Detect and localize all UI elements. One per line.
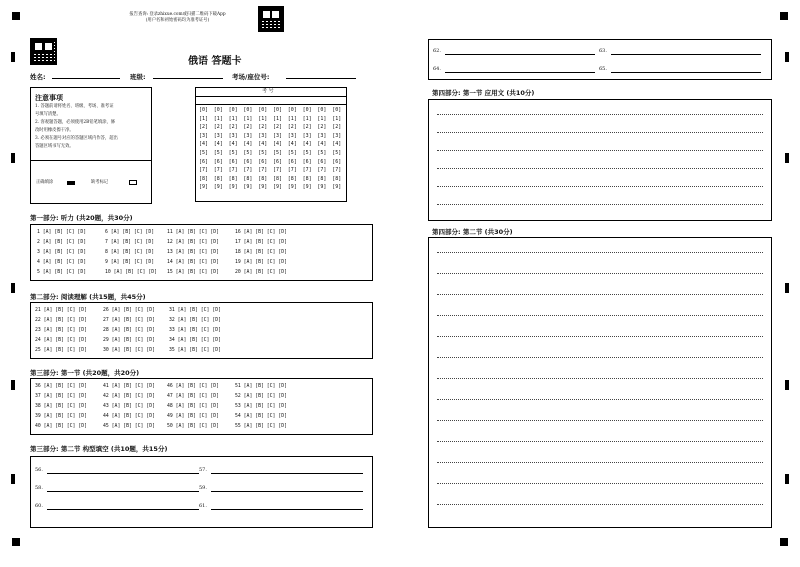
exam-digit-bubble[interactable]: [5] bbox=[287, 149, 297, 156]
question-row[interactable]: 35 [A] [B] [C] [D] bbox=[169, 348, 221, 353]
qr-code-icon bbox=[258, 6, 284, 32]
question-row[interactable]: 18 [A] [B] [C] [D] bbox=[235, 250, 287, 255]
exam-digit-bubble[interactable]: [7] bbox=[273, 167, 283, 174]
name-label: 姓名: bbox=[30, 73, 46, 81]
exam-digit-bubble[interactable]: [1] bbox=[243, 115, 253, 122]
exam-digit-bubble[interactable]: [4] bbox=[332, 141, 342, 148]
question-row[interactable]: 25 [A] [B] [C] [D] bbox=[35, 348, 87, 353]
exam-digit-bubble[interactable]: [1] bbox=[302, 115, 312, 122]
question-row[interactable]: 16 [A] [B] [C] [D] bbox=[235, 230, 287, 235]
exam-digit-bubble[interactable]: [2] bbox=[302, 124, 312, 131]
absent-mark-box[interactable] bbox=[129, 180, 137, 185]
exam-digit-bubble[interactable]: [9] bbox=[302, 184, 312, 191]
fill-blank-line[interactable] bbox=[211, 491, 363, 492]
question-row[interactable]: 19 [A] [B] [C] [D] bbox=[235, 260, 287, 265]
part3-box bbox=[30, 378, 373, 435]
exam-digit-bubble[interactable]: [8] bbox=[243, 175, 253, 182]
exam-digit-column[interactable] bbox=[258, 106, 267, 192]
fill-blank-number: 62. bbox=[433, 48, 441, 54]
exam-digit-bubble[interactable]: [1] bbox=[258, 115, 268, 122]
fill-blank-line[interactable] bbox=[47, 491, 199, 492]
exam-digit-bubble[interactable]: [3] bbox=[213, 132, 223, 139]
section-part2: 第二部分: 阅读理解 (共15题，共45分) bbox=[30, 293, 146, 301]
exam-digit-bubble[interactable]: [2] bbox=[258, 124, 268, 131]
exam-digit-column[interactable] bbox=[303, 106, 312, 192]
fill-blank-number: 56. bbox=[35, 467, 43, 473]
exam-digit-bubble[interactable]: [3] bbox=[273, 132, 283, 139]
question-column bbox=[35, 306, 87, 356]
exam-digit-bubble[interactable]: [4] bbox=[228, 141, 238, 148]
timing-mark bbox=[785, 474, 789, 484]
exam-digit-bubble[interactable]: [1] bbox=[228, 115, 238, 122]
exam-digit-bubble[interactable]: [6] bbox=[243, 158, 253, 165]
question-row[interactable]: 24 [A] [B] [C] [D] bbox=[35, 338, 87, 343]
question-row[interactable]: 44 [A] [B] [C] [D] bbox=[103, 414, 155, 419]
exam-digit-bubble[interactable]: [7] bbox=[287, 167, 297, 174]
writing-line[interactable] bbox=[437, 336, 763, 337]
question-row[interactable]: 43 [A] [B] [C] [D] bbox=[103, 404, 155, 409]
timing-mark bbox=[785, 153, 789, 163]
section-part1: 第一部分: 听力 (共20题，共30分) bbox=[30, 214, 133, 222]
timing-mark bbox=[780, 12, 788, 20]
exam-digit-bubble[interactable]: [0] bbox=[199, 107, 209, 113]
exam-digit-bubble[interactable]: [8] bbox=[199, 175, 209, 182]
exam-digit-bubble[interactable]: [7] bbox=[228, 167, 238, 174]
question-column bbox=[37, 228, 86, 278]
exam-digit-bubble[interactable]: [3] bbox=[302, 132, 312, 139]
question-row[interactable]: 53 [A] [B] [C] [D] bbox=[235, 404, 287, 409]
writing-line[interactable] bbox=[437, 186, 763, 187]
question-row[interactable]: 41 [A] [B] [C] [D] bbox=[103, 384, 155, 389]
question-row[interactable]: 52 [A] [B] [C] [D] bbox=[235, 394, 287, 399]
question-row[interactable]: 20 [A] [B] [C] [D] bbox=[235, 270, 287, 275]
exam-digit-bubble[interactable]: [9] bbox=[332, 184, 342, 191]
exam-digit-bubble[interactable]: [8] bbox=[213, 175, 223, 182]
exam-digit-bubble[interactable]: [3] bbox=[287, 132, 297, 139]
exam-digit-bubble[interactable]: [6] bbox=[332, 158, 342, 165]
exam-digit-bubble[interactable]: [7] bbox=[302, 167, 312, 174]
fill-blank-line[interactable] bbox=[611, 54, 761, 55]
question-row[interactable]: 40 [A] [B] [C] [D] bbox=[35, 424, 87, 429]
question-column bbox=[167, 382, 219, 432]
exam-digit-bubble[interactable]: [5] bbox=[243, 149, 253, 156]
exam-digit-bubble[interactable]: [7] bbox=[213, 167, 223, 174]
exam-digit-bubble[interactable]: [9] bbox=[243, 184, 253, 191]
writing-line[interactable] bbox=[437, 441, 763, 442]
question-column bbox=[167, 228, 219, 278]
fill-blank-line[interactable] bbox=[211, 509, 363, 510]
question-row[interactable]: 6 [A] [B] [C] [D] bbox=[105, 230, 155, 235]
exam-digit-bubble[interactable]: [6] bbox=[213, 158, 223, 165]
question-row[interactable]: 47 [A] [B] [C] [D] bbox=[167, 394, 219, 399]
exam-digit-bubble[interactable]: [2] bbox=[332, 124, 342, 131]
question-row[interactable]: 17 [A] [B] [C] [D] bbox=[235, 240, 287, 245]
question-row[interactable]: 48 [A] [B] [C] [D] bbox=[167, 404, 219, 409]
fill-blank-line[interactable] bbox=[445, 72, 595, 73]
question-row[interactable]: 22 [A] [B] [C] [D] bbox=[35, 318, 87, 323]
exam-digit-bubble[interactable]: [7] bbox=[332, 167, 342, 174]
writing-line[interactable] bbox=[437, 252, 763, 253]
exam-digit-bubble[interactable]: [4] bbox=[258, 141, 268, 148]
fill-blank-number: 64. bbox=[433, 66, 441, 72]
exam-digit-bubble[interactable]: [5] bbox=[213, 149, 223, 156]
question-column bbox=[103, 382, 155, 432]
exam-digit-bubble[interactable]: [8] bbox=[302, 175, 312, 182]
exam-digit-bubble[interactable]: [2] bbox=[287, 124, 297, 131]
exam-digit-bubble[interactable]: [7] bbox=[243, 167, 253, 174]
exam-digit-bubble[interactable]: [6] bbox=[273, 158, 283, 165]
page-title: 俄语 答题卡 bbox=[188, 56, 242, 67]
exam-digit-bubble[interactable]: [1] bbox=[287, 115, 297, 122]
correct-fill-label: 正确填涂 bbox=[36, 180, 54, 185]
part2-box bbox=[30, 302, 373, 359]
exam-digit-bubble[interactable]: [1] bbox=[317, 115, 327, 122]
exam-digit-bubble[interactable]: [6] bbox=[317, 158, 327, 165]
class-field[interactable] bbox=[153, 78, 223, 79]
exam-digit-bubble[interactable]: [4] bbox=[199, 141, 209, 148]
writing-line[interactable] bbox=[437, 168, 763, 169]
fill-blank-number: 60. bbox=[35, 503, 43, 509]
fill-blank-number: 61. bbox=[199, 503, 207, 509]
question-column bbox=[169, 306, 221, 356]
question-row[interactable]: 31 [A] [B] [C] [D] bbox=[169, 308, 221, 313]
question-row[interactable]: 1 [A] [B] [C] [D] bbox=[37, 230, 87, 235]
exam-digit-bubble[interactable]: [2] bbox=[273, 124, 283, 131]
exam-seat-field[interactable] bbox=[286, 78, 356, 79]
exam-digit-bubble[interactable]: [9] bbox=[317, 184, 327, 191]
timing-mark bbox=[11, 52, 15, 62]
exam-digit-bubble[interactable]: [0] bbox=[332, 107, 342, 113]
exam-digit-bubble[interactable]: [4] bbox=[273, 141, 283, 148]
question-row[interactable]: 55 [A] [B] [C] [D] bbox=[235, 424, 287, 429]
timing-mark bbox=[12, 538, 20, 546]
writing-line[interactable] bbox=[437, 420, 763, 421]
exam-digit-bubble[interactable]: [6] bbox=[258, 158, 268, 165]
question-row[interactable]: 54 [A] [B] [C] [D] bbox=[235, 414, 287, 419]
exam-digit-bubble[interactable]: [8] bbox=[287, 175, 297, 182]
timing-mark bbox=[12, 12, 20, 20]
question-row[interactable]: 38 [A] [B] [C] [D] bbox=[35, 404, 87, 409]
exam-digit-bubble[interactable]: [5] bbox=[302, 149, 312, 156]
exam-digit-bubble[interactable]: [3] bbox=[243, 132, 253, 139]
exam-digit-bubble[interactable]: [9] bbox=[228, 184, 238, 191]
qr-code-icon bbox=[30, 38, 57, 65]
question-row[interactable]: 46 [A] [B] [C] [D] bbox=[167, 384, 219, 389]
fill-blank-number: 65. bbox=[599, 66, 607, 72]
question-row[interactable]: 3 [A] [B] [C] [D] bbox=[37, 250, 87, 255]
timing-mark bbox=[11, 474, 15, 484]
exam-digit-bubble[interactable]: [6] bbox=[287, 158, 297, 165]
question-row[interactable]: 49 [A] [B] [C] [D] bbox=[167, 414, 219, 419]
notes-heading: 注意事项 bbox=[35, 94, 63, 102]
question-row[interactable]: 7 [A] [B] [C] [D] bbox=[105, 240, 155, 245]
writing-line[interactable] bbox=[437, 273, 763, 274]
question-column bbox=[103, 306, 155, 356]
exam-number-grid bbox=[195, 87, 347, 202]
exam-digit-bubble[interactable]: [2] bbox=[228, 124, 238, 131]
exam-digit-column[interactable] bbox=[229, 106, 238, 192]
writing-box-1[interactable] bbox=[428, 99, 772, 221]
fill-blank-line[interactable] bbox=[47, 509, 199, 510]
exam-digit-bubble[interactable]: [7] bbox=[317, 167, 327, 174]
exam-digit-bubble[interactable]: [1] bbox=[213, 115, 223, 122]
exam-digit-bubble[interactable]: [5] bbox=[273, 149, 283, 156]
question-row[interactable]: 15 [A] [B] [C] [D] bbox=[167, 270, 219, 275]
fill-blank-number: 59. bbox=[199, 485, 207, 491]
report-notice: 报告查询: 登录zhixue.com或扫描二维码下载App (用户名和初始密码均为准考证号) bbox=[129, 12, 226, 23]
question-row[interactable]: 51 [A] [B] [C] [D] bbox=[235, 384, 287, 389]
exam-number-label: 考 号 bbox=[262, 88, 274, 94]
exam-digit-bubble[interactable]: [3] bbox=[199, 132, 209, 139]
fill-blank-box-right bbox=[428, 39, 772, 80]
exam-digit-bubble[interactable]: [2] bbox=[199, 124, 209, 131]
fill-blank-number: 58. bbox=[35, 485, 43, 491]
exam-digit-column[interactable] bbox=[317, 106, 326, 192]
question-row[interactable]: 26 [A] [B] [C] [D] bbox=[103, 308, 155, 313]
class-label: 班级: bbox=[130, 73, 146, 81]
exam-digit-bubble[interactable]: [0] bbox=[243, 107, 253, 113]
question-row[interactable]: 30 [A] [B] [C] [D] bbox=[103, 348, 155, 353]
exam-digit-bubble[interactable]: [4] bbox=[213, 141, 223, 148]
exam-seat-label: 考场/座位号: bbox=[232, 73, 270, 81]
question-row[interactable]: 39 [A] [B] [C] [D] bbox=[35, 414, 87, 419]
fill-blank-line[interactable] bbox=[611, 72, 761, 73]
exam-digit-bubble[interactable]: [0] bbox=[213, 107, 223, 113]
timing-mark bbox=[785, 380, 789, 390]
question-column bbox=[235, 228, 287, 278]
exam-digit-bubble[interactable]: [3] bbox=[332, 132, 342, 139]
writing-line[interactable] bbox=[437, 315, 763, 316]
exam-digit-bubble[interactable]: [1] bbox=[199, 115, 209, 122]
question-row[interactable]: 36 [A] [B] [C] [D] bbox=[35, 384, 87, 389]
exam-digit-bubble[interactable]: [9] bbox=[287, 184, 297, 191]
timing-mark bbox=[11, 380, 15, 390]
exam-digit-bubble[interactable]: [8] bbox=[332, 175, 342, 182]
fill-blank-line[interactable] bbox=[445, 54, 595, 55]
question-column bbox=[235, 382, 287, 432]
exam-digit-bubble[interactable]: [4] bbox=[302, 141, 312, 148]
timing-mark bbox=[11, 283, 15, 293]
writing-box-2[interactable] bbox=[428, 237, 772, 528]
exam-digit-column[interactable] bbox=[199, 106, 208, 192]
writing-line[interactable] bbox=[437, 483, 763, 484]
exam-digit-bubble[interactable]: [0] bbox=[287, 107, 297, 113]
writing-line[interactable] bbox=[437, 399, 763, 400]
exam-digit-column[interactable] bbox=[273, 106, 282, 192]
question-row[interactable]: 23 [A] [B] [C] [D] bbox=[35, 328, 87, 333]
writing-line[interactable] bbox=[437, 132, 763, 133]
question-row[interactable]: 21 [A] [B] [C] [D] bbox=[35, 308, 87, 313]
question-row[interactable]: 50 [A] [B] [C] [D] bbox=[167, 424, 219, 429]
fill-blank-number: 57. bbox=[199, 467, 207, 473]
question-row[interactable]: 32 [A] [B] [C] [D] bbox=[169, 318, 221, 323]
writing-line[interactable] bbox=[437, 504, 763, 505]
writing-line[interactable] bbox=[437, 462, 763, 463]
question-row[interactable]: 27 [A] [B] [C] [D] bbox=[103, 318, 155, 323]
question-column bbox=[105, 228, 157, 278]
question-row[interactable]: 33 [A] [B] [C] [D] bbox=[169, 328, 221, 333]
exam-digit-bubble[interactable]: [7] bbox=[199, 167, 209, 174]
fill-blank-line[interactable] bbox=[47, 473, 199, 474]
writing-line[interactable] bbox=[437, 357, 763, 358]
question-row[interactable]: 12 [A] [B] [C] [D] bbox=[167, 240, 219, 245]
exam-digit-bubble[interactable]: [3] bbox=[228, 132, 238, 139]
fill-blank-box bbox=[30, 456, 373, 528]
exam-digit-bubble[interactable]: [8] bbox=[258, 175, 268, 182]
question-row[interactable]: 28 [A] [B] [C] [D] bbox=[103, 328, 155, 333]
exam-digit-bubble[interactable]: [3] bbox=[317, 132, 327, 139]
section-part4-1: 第四部分: 第一节 应用文 (共10分) bbox=[432, 89, 535, 97]
exam-digit-bubble[interactable]: [1] bbox=[332, 115, 342, 122]
question-row[interactable]: 4 [A] [B] [C] [D] bbox=[37, 260, 87, 265]
notes-box bbox=[30, 87, 152, 204]
exam-digit-bubble[interactable]: [9] bbox=[258, 184, 268, 191]
exam-digit-bubble[interactable]: [0] bbox=[302, 107, 312, 113]
exam-digit-column[interactable] bbox=[243, 106, 252, 192]
question-row[interactable]: 10 [A] [B] [C] [D] bbox=[105, 270, 157, 275]
notes-list: 1. 答题前请将姓名、班级、考场、准考证 号填写清楚。 2. 客观题答题，必须使用2B铅笔填涂，修 改时用橡皮擦干净。 3. 必须在题号对应的答题区域内作答，超出 答题区域书写无效。 bbox=[35, 104, 118, 149]
exam-digit-bubble[interactable]: [5] bbox=[199, 149, 209, 156]
timing-mark bbox=[785, 52, 789, 62]
exam-digit-bubble[interactable]: [9] bbox=[273, 184, 283, 191]
writing-line[interactable] bbox=[437, 378, 763, 379]
question-row[interactable]: 5 [A] [B] [C] [D] bbox=[37, 270, 87, 275]
exam-digit-bubble[interactable]: [1] bbox=[273, 115, 283, 122]
question-row[interactable]: 42 [A] [B] [C] [D] bbox=[103, 394, 155, 399]
writing-line[interactable] bbox=[437, 204, 763, 205]
exam-digit-bubble[interactable]: [4] bbox=[317, 141, 327, 148]
question-row[interactable]: 8 [A] [B] [C] [D] bbox=[105, 250, 155, 255]
absent-mark-label: 缺考标记 bbox=[91, 180, 109, 185]
exam-digit-bubble[interactable]: [2] bbox=[213, 124, 223, 131]
exam-digit-bubble[interactable]: [9] bbox=[199, 184, 209, 191]
question-row[interactable]: 37 [A] [B] [C] [D] bbox=[35, 394, 87, 399]
exam-digit-bubble[interactable]: [6] bbox=[228, 158, 238, 165]
timing-mark bbox=[785, 283, 789, 293]
exam-digit-bubble[interactable]: [5] bbox=[317, 149, 327, 156]
exam-digit-bubble[interactable]: [9] bbox=[213, 184, 223, 191]
question-row[interactable]: 9 [A] [B] [C] [D] bbox=[105, 260, 155, 265]
exam-digit-column[interactable] bbox=[288, 106, 297, 192]
exam-digit-bubble[interactable]: [3] bbox=[258, 132, 268, 139]
timing-mark bbox=[11, 153, 15, 163]
question-row[interactable]: 34 [A] [B] [C] [D] bbox=[169, 338, 221, 343]
exam-digit-bubble[interactable]: [8] bbox=[317, 175, 327, 182]
question-row[interactable]: 14 [A] [B] [C] [D] bbox=[167, 260, 219, 265]
timing-mark bbox=[780, 538, 788, 546]
exam-digit-bubble[interactable]: [5] bbox=[258, 149, 268, 156]
question-row[interactable]: 2 [A] [B] [C] [D] bbox=[37, 240, 87, 245]
fill-blank-line[interactable] bbox=[211, 473, 363, 474]
exam-digit-bubble[interactable]: [0] bbox=[317, 107, 327, 113]
exam-digit-bubble[interactable]: [4] bbox=[243, 141, 253, 148]
correct-fill-sample bbox=[67, 181, 75, 185]
part1-box bbox=[30, 224, 373, 281]
exam-digit-bubble[interactable]: [5] bbox=[228, 149, 238, 156]
exam-digit-bubble[interactable]: [2] bbox=[243, 124, 253, 131]
section-part4-2: 第四部分: 第二节 (共30分) bbox=[432, 228, 513, 236]
exam-digit-bubble[interactable]: [2] bbox=[317, 124, 327, 131]
writing-line[interactable] bbox=[437, 114, 763, 115]
exam-digit-bubble[interactable]: [0] bbox=[228, 107, 238, 113]
exam-digit-bubble[interactable]: [5] bbox=[332, 149, 342, 156]
exam-digit-bubble[interactable]: [0] bbox=[273, 107, 283, 113]
exam-digit-bubble[interactable]: [7] bbox=[258, 167, 268, 174]
exam-digit-bubble[interactable]: [6] bbox=[199, 158, 209, 165]
question-row[interactable]: 45 [A] [B] [C] [D] bbox=[103, 424, 155, 429]
exam-digit-bubble[interactable]: [6] bbox=[302, 158, 312, 165]
exam-digit-bubble[interactable]: [8] bbox=[228, 175, 238, 182]
name-field[interactable] bbox=[52, 78, 120, 79]
writing-line[interactable] bbox=[437, 150, 763, 151]
section-part3-2: 第三部分: 第二节 构型填空 (共10题，共15分) bbox=[30, 445, 168, 453]
question-row[interactable]: 11 [A] [B] [C] [D] bbox=[167, 230, 219, 235]
exam-digit-bubble[interactable]: [0] bbox=[258, 107, 268, 113]
writing-line[interactable] bbox=[437, 294, 763, 295]
question-row[interactable]: 13 [A] [B] [C] [D] bbox=[167, 250, 219, 255]
question-column bbox=[35, 382, 87, 432]
exam-digit-bubble[interactable]: [8] bbox=[273, 175, 283, 182]
exam-digit-column[interactable] bbox=[214, 106, 223, 192]
exam-digit-column[interactable] bbox=[332, 106, 341, 192]
section-part3-1: 第三部分: 第一节 (共20题，共20分) bbox=[30, 369, 140, 377]
exam-digit-bubble[interactable]: [4] bbox=[287, 141, 297, 148]
question-row[interactable]: 29 [A] [B] [C] [D] bbox=[103, 338, 155, 343]
fill-blank-number: 63. bbox=[599, 48, 607, 54]
